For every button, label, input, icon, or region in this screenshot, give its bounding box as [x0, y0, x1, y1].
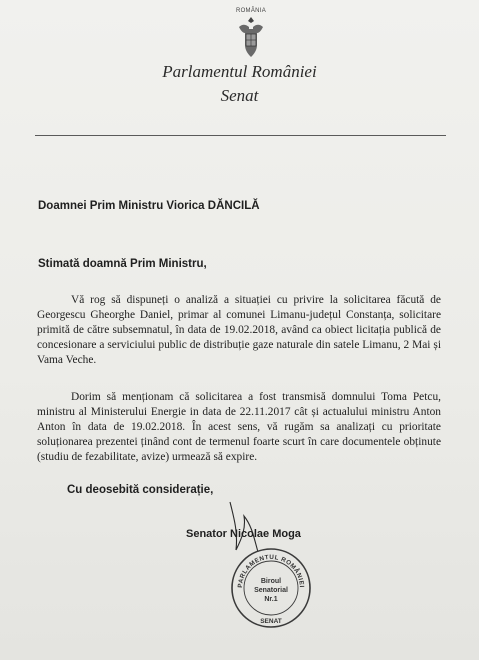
addressee: Doamnei Prim Ministru Viorica DĂNCILĂ	[38, 200, 260, 212]
crest-label: ROMÂNIA	[235, 8, 267, 14]
stamp-center-line-3: Nr.1	[264, 596, 278, 603]
stamp-center-line-1: Biroul	[260, 578, 282, 585]
salutation: Stimată doamnă Prim Ministru,	[38, 258, 207, 270]
closing-formula: Cu deosebită considerație,	[67, 484, 214, 496]
coat-of-arms	[229, 8, 273, 62]
body-paragraph-1: Vă rog să dispuneți o analiză a situației cu privire la solicitarea făcută de Georgescu Gheorghe Daniel, primar al comunei Limanu-județul Constanța, solicitare primită de către subsemnatul, în data de 19.02.2018, având ca obiect licitația publică de concesionare a serviciului public de distribuție gaze naturale din satele Limanu, 2 Mai și Vama Veche.	[37, 294, 441, 366]
chamber-name: Senat	[220, 86, 259, 105]
institution-name: Parlamentul României	[162, 62, 317, 81]
signatory-name: Senator Nicolae Moga	[186, 528, 301, 540]
stamp-top-arc: PARLAMENTUL ROMÂNIEI	[236, 553, 306, 589]
header-divider	[35, 135, 446, 136]
eagle-crest-icon	[235, 15, 267, 59]
stamp-center-line-2: Senatorial	[254, 587, 288, 594]
body-paragraph-2: Dorim să menționam că solicitarea a fost transmisă domnului Toma Petcu, ministru al Ministerului Energie in data de 22.11.2017 cât și actualului ministru Anton Anton în data de 19.02.2018. În acest sens, vă rugăm sa analizați cu prioritate soluționarea prezentei ținând cont de termenul foarte scurt în care documentele obținute (studiu de fezabilitate, avize) urmează să expire.	[37, 391, 441, 463]
stamp-bottom: SENAT	[260, 618, 282, 625]
official-stamp	[230, 547, 312, 629]
